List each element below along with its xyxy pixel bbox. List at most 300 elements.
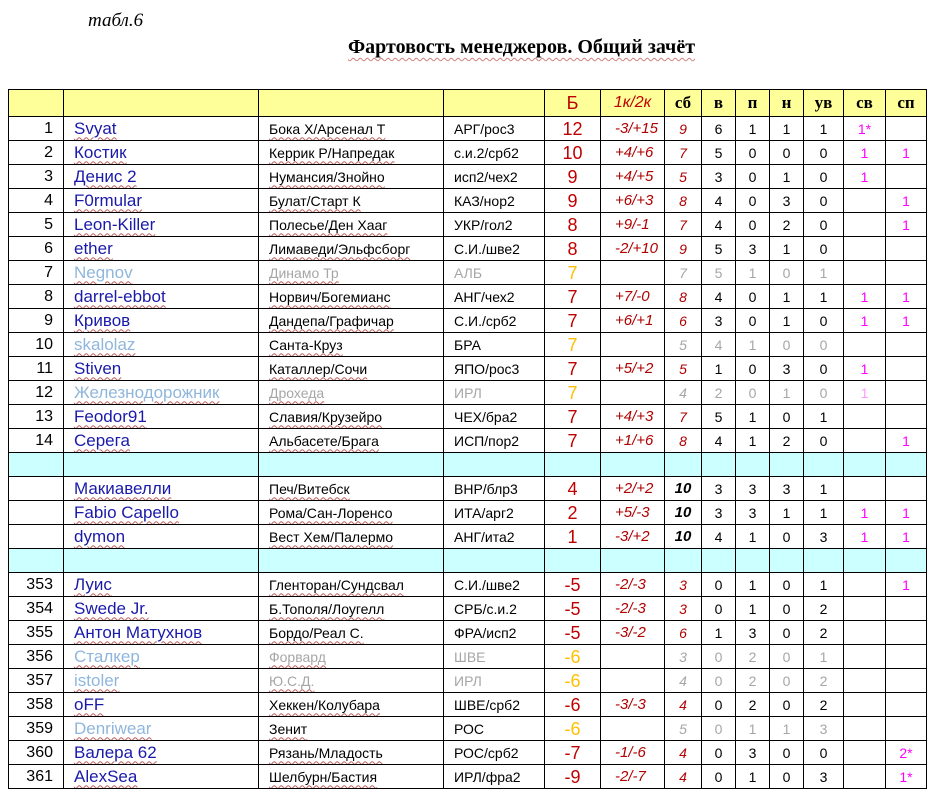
header-cell-n: н [770, 90, 804, 117]
cell-sv: 1 [844, 141, 886, 165]
cell-rank: 8 [9, 285, 64, 309]
cell-name [64, 285, 259, 309]
manager-name: istoler [74, 670, 120, 690]
cell-p: 3 [736, 621, 770, 645]
club-names: Булат/Старт К [269, 192, 361, 209]
cell-sp [886, 237, 927, 261]
cell-b: 10 [545, 141, 601, 165]
cell-clubs [259, 309, 444, 333]
cell-clubs [259, 693, 444, 717]
cell-clubs [259, 669, 444, 693]
club-names: Шелбурн/Бастия [269, 768, 378, 785]
cell-v: 0 [702, 597, 736, 621]
cell-name [64, 429, 259, 453]
cell-sp: 1 [886, 501, 927, 525]
cell-rank: 13 [9, 405, 64, 429]
separator-cell [545, 453, 601, 477]
cell-sb: 9 [665, 237, 702, 261]
cell-sv: 1 [844, 285, 886, 309]
cell-league: ШВЕ/срб2 [444, 693, 545, 717]
cell-b: 1 [545, 525, 601, 549]
cell-name [64, 237, 259, 261]
cell-p: 2 [736, 693, 770, 717]
cell-sp [886, 333, 927, 357]
cell-uv: 1 [804, 117, 844, 141]
club-names: Славия/Крузейро [269, 408, 383, 425]
cell-sv [844, 621, 886, 645]
table-row [9, 765, 927, 789]
header-row [9, 90, 927, 117]
manager-name: Денис 2 [74, 166, 137, 186]
manager-name: Макиавелли [74, 478, 172, 498]
cell-k: -3/-3 [601, 693, 665, 717]
cell-k: +2/+2 [601, 477, 665, 501]
cell-league: С.И./шве2 [444, 237, 545, 261]
cell-league: с.и.2/срб2 [444, 141, 545, 165]
cell-sp: 1 [886, 213, 927, 237]
cell-clubs [259, 333, 444, 357]
cell-rank: 353 [9, 573, 64, 597]
cell-rank: 3 [9, 165, 64, 189]
cell-n: 1 [770, 117, 804, 141]
cell-rank [9, 525, 64, 549]
manager-name: F0rmular [74, 190, 143, 210]
cell-clubs [259, 765, 444, 789]
cell-rank: 11 [9, 357, 64, 381]
cell-rank: 357 [9, 669, 64, 693]
cell-sv: 1 [844, 165, 886, 189]
cell-league: ИТА/арг2 [444, 501, 545, 525]
cell-p: 1 [736, 597, 770, 621]
separator-cell [886, 453, 927, 477]
cell-b: 7 [545, 357, 601, 381]
cell-clubs [259, 237, 444, 261]
cell-v: 1 [702, 357, 736, 381]
cell-v: 0 [702, 645, 736, 669]
cell-n: 0 [770, 333, 804, 357]
cell-k [601, 333, 665, 357]
cell-sb: 9 [665, 117, 702, 141]
cell-sb: 10 [665, 501, 702, 525]
cell-sp: 2* [886, 741, 927, 765]
cell-sb: 6 [665, 621, 702, 645]
cell-k: -2/+10 [601, 237, 665, 261]
cell-v: 4 [702, 189, 736, 213]
cell-uv: 0 [804, 741, 844, 765]
manager-name: Swede Jr. [74, 598, 149, 618]
club-names: Вест Хем/Палермо [269, 528, 394, 545]
cell-v: 3 [702, 309, 736, 333]
cell-name [64, 693, 259, 717]
cell-clubs [259, 525, 444, 549]
page-title-text: Фартовость менеджеров. Общий зачёт [348, 36, 696, 58]
cell-uv: 2 [804, 669, 844, 693]
cell-k [601, 645, 665, 669]
separator-cell [770, 453, 804, 477]
table-row [9, 309, 927, 333]
cell-sp: 1 [886, 285, 927, 309]
cell-sv [844, 741, 886, 765]
manager-name: Leon-Killer [74, 214, 156, 234]
cell-uv: 0 [804, 309, 844, 333]
cell-n: 0 [770, 573, 804, 597]
cell-v: 0 [702, 717, 736, 741]
club-names: Зенит [269, 720, 308, 737]
table-row [9, 525, 927, 549]
page-title [348, 36, 695, 59]
cell-k: +9/-1 [601, 213, 665, 237]
table-row [9, 621, 927, 645]
cell-b: 9 [545, 165, 601, 189]
cell-clubs [259, 189, 444, 213]
manager-name: Костик [74, 142, 127, 162]
table-row [9, 237, 927, 261]
separator-cell [770, 549, 804, 573]
cell-sb: 8 [665, 285, 702, 309]
cell-n: 1 [770, 501, 804, 525]
cell-sv [844, 429, 886, 453]
club-names: Бока Х/Арсенал Т [269, 120, 386, 137]
table-row [9, 165, 927, 189]
cell-rank: 6 [9, 237, 64, 261]
separator-cell [736, 453, 770, 477]
club-names: Альбасете/Брага [269, 432, 379, 449]
cell-sb: 6 [665, 309, 702, 333]
cell-clubs [259, 717, 444, 741]
table-row [9, 381, 927, 405]
cell-rank: 9 [9, 309, 64, 333]
cell-clubs [259, 405, 444, 429]
cell-b: 7 [545, 381, 601, 405]
cell-p: 0 [736, 285, 770, 309]
cell-uv: 1 [804, 501, 844, 525]
cell-sb: 3 [665, 573, 702, 597]
separator-cell [64, 549, 259, 573]
cell-sp [886, 405, 927, 429]
cell-n: 1 [770, 309, 804, 333]
cell-league: ИРЛ [444, 669, 545, 693]
cell-clubs [259, 381, 444, 405]
club-names: Лимаведи/Эльфсборг [269, 240, 411, 257]
cell-sv [844, 645, 886, 669]
cell-sv [844, 669, 886, 693]
cell-rank: 5 [9, 213, 64, 237]
cell-sb: 5 [665, 165, 702, 189]
cell-sp [886, 645, 927, 669]
cell-sv [844, 477, 886, 501]
cell-n: 1 [770, 717, 804, 741]
cell-k: -3/+15 [601, 117, 665, 141]
cell-uv: 0 [804, 333, 844, 357]
cell-league: РОС/срб2 [444, 741, 545, 765]
manager-name: dymon [74, 526, 126, 546]
cell-league: ВНР/блр3 [444, 477, 545, 501]
cell-name [64, 189, 259, 213]
cell-k: +7/-0 [601, 285, 665, 309]
cell-name [64, 501, 259, 525]
cell-v: 3 [702, 165, 736, 189]
cell-league: ФРА/исп2 [444, 621, 545, 645]
cell-sv [844, 765, 886, 789]
club-names: Рязань/Младость [269, 744, 383, 761]
cell-k [601, 669, 665, 693]
cell-v: 6 [702, 117, 736, 141]
table-row [9, 669, 927, 693]
cell-sb: 3 [665, 645, 702, 669]
separator-cell [702, 549, 736, 573]
manager-name: skalolaz [74, 334, 136, 354]
separator-cell [64, 453, 259, 477]
cell-uv: 1 [804, 285, 844, 309]
cell-uv: 2 [804, 621, 844, 645]
cell-p: 0 [736, 165, 770, 189]
cell-league: ЧЕХ/бра2 [444, 405, 545, 429]
cell-clubs [259, 261, 444, 285]
cell-sb: 4 [665, 669, 702, 693]
cell-b: 7 [545, 333, 601, 357]
cell-p: 0 [736, 141, 770, 165]
cell-sb: 4 [665, 693, 702, 717]
cell-clubs [259, 285, 444, 309]
cell-p: 0 [736, 381, 770, 405]
club-names: Полесье/Ден Хааг [269, 216, 388, 233]
cell-p: 0 [736, 189, 770, 213]
cell-sv [844, 573, 886, 597]
cell-clubs [259, 357, 444, 381]
cell-k: +5/+2 [601, 357, 665, 381]
cell-p: 1 [736, 717, 770, 741]
table-row [9, 477, 927, 501]
cell-league: ШВЕ [444, 645, 545, 669]
cell-n: 0 [770, 693, 804, 717]
manager-name: Svyat [74, 118, 117, 138]
cell-uv: 0 [804, 381, 844, 405]
cell-name [64, 621, 259, 645]
cell-clubs [259, 165, 444, 189]
header-cell-name [64, 90, 259, 117]
cell-rank: 2 [9, 141, 64, 165]
cell-b: 4 [545, 477, 601, 501]
cell-b: -9 [545, 765, 601, 789]
cell-v: 4 [702, 333, 736, 357]
cell-n: 0 [770, 405, 804, 429]
manager-name: Denriwear [74, 718, 152, 738]
cell-uv: 0 [804, 357, 844, 381]
cell-sb: 10 [665, 477, 702, 501]
cell-v: 5 [702, 237, 736, 261]
cell-p: 2 [736, 669, 770, 693]
cell-clubs [259, 213, 444, 237]
manager-name: Fabio Capello [74, 502, 179, 522]
separator-row [9, 453, 927, 477]
separator-cell [844, 453, 886, 477]
cell-sv: 1 [844, 309, 886, 333]
header-cell-p: п [736, 90, 770, 117]
club-names: Динамо Тр [269, 264, 339, 281]
manager-name: Луис [74, 574, 112, 594]
cell-name [64, 381, 259, 405]
cell-n: 2 [770, 429, 804, 453]
cell-clubs [259, 501, 444, 525]
cell-k [601, 381, 665, 405]
manager-name: Антон Матухнов [74, 622, 203, 642]
cell-sp [886, 117, 927, 141]
club-names: Санта-Круз [269, 336, 343, 353]
cell-p: 1 [736, 525, 770, 549]
cell-name [64, 333, 259, 357]
cell-b: 8 [545, 237, 601, 261]
cell-uv: 1 [804, 573, 844, 597]
cell-uv: 0 [804, 189, 844, 213]
manager-name: Negnov [74, 262, 133, 282]
cell-uv: 0 [804, 213, 844, 237]
cell-k: -2/-3 [601, 597, 665, 621]
cell-clubs [259, 477, 444, 501]
cell-k: +4/+6 [601, 141, 665, 165]
cell-b: 7 [545, 405, 601, 429]
manager-name: Валера 62 [74, 742, 157, 762]
cell-p: 1 [736, 261, 770, 285]
cell-sb: 5 [665, 357, 702, 381]
cell-sb: 5 [665, 333, 702, 357]
cell-league: РОС [444, 717, 545, 741]
cell-sv: 1 [844, 501, 886, 525]
cell-name [64, 117, 259, 141]
cell-v: 5 [702, 261, 736, 285]
cell-n: 0 [770, 141, 804, 165]
table-row [9, 213, 927, 237]
cell-rank [9, 501, 64, 525]
cell-v: 4 [702, 213, 736, 237]
table-row [9, 261, 927, 285]
cell-p: 1 [736, 429, 770, 453]
separator-cell [702, 453, 736, 477]
table-row [9, 429, 927, 453]
cell-sv [844, 693, 886, 717]
cell-v: 1 [702, 621, 736, 645]
manager-name: darrel-ebbot [74, 286, 166, 306]
cell-uv: 1 [804, 477, 844, 501]
cell-k: -3/-2 [601, 621, 665, 645]
cell-k: -2/-7 [601, 765, 665, 789]
cell-uv: 1 [804, 405, 844, 429]
header-cell-league [444, 90, 545, 117]
cell-b: 7 [545, 429, 601, 453]
cell-b: -7 [545, 741, 601, 765]
cell-rank: 7 [9, 261, 64, 285]
cell-rank [9, 477, 64, 501]
header-cell-sb: сб [665, 90, 702, 117]
cell-rank: 356 [9, 645, 64, 669]
table-body [9, 90, 927, 789]
cell-name [64, 573, 259, 597]
cell-sb: 4 [665, 765, 702, 789]
cell-n: 1 [770, 285, 804, 309]
cell-n: 0 [770, 621, 804, 645]
table-row [9, 597, 927, 621]
cell-clubs [259, 429, 444, 453]
cell-v: 4 [702, 285, 736, 309]
cell-n: 0 [770, 597, 804, 621]
table-row [9, 189, 927, 213]
separator-cell [601, 549, 665, 573]
cell-sb: 4 [665, 741, 702, 765]
header-cell-rank [9, 90, 64, 117]
cell-league: С.И./срб2 [444, 309, 545, 333]
cell-sb: 7 [665, 261, 702, 285]
table-row [9, 501, 927, 525]
separator-cell [259, 453, 444, 477]
table-row [9, 405, 927, 429]
cell-clubs [259, 117, 444, 141]
cell-name [64, 765, 259, 789]
cell-b: -5 [545, 621, 601, 645]
separator-cell [665, 453, 702, 477]
table-row [9, 693, 927, 717]
cell-sp [886, 621, 927, 645]
cell-b: 7 [545, 261, 601, 285]
separator-cell [804, 453, 844, 477]
cell-uv: 1 [804, 645, 844, 669]
cell-sp [886, 669, 927, 693]
club-names: Дандепа/Графичар [269, 312, 394, 329]
cell-k [601, 261, 665, 285]
cell-sv [844, 717, 886, 741]
cell-n: 3 [770, 477, 804, 501]
cell-b: 9 [545, 189, 601, 213]
manager-name: Железнодорожник [74, 382, 220, 402]
cell-n: 0 [770, 765, 804, 789]
cell-uv: 3 [804, 765, 844, 789]
cell-n: 0 [770, 261, 804, 285]
cell-rank: 360 [9, 741, 64, 765]
separator-cell [886, 549, 927, 573]
cell-rank: 1 [9, 117, 64, 141]
table-row [9, 117, 927, 141]
manager-name: Feodor91 [74, 406, 147, 426]
cell-sv [844, 261, 886, 285]
cell-rank: 359 [9, 717, 64, 741]
cell-p: 3 [736, 237, 770, 261]
club-names: Керрик Р/Напредак [269, 144, 395, 161]
cell-clubs [259, 645, 444, 669]
header-cell-v: в [702, 90, 736, 117]
cell-b: -6 [545, 717, 601, 741]
cell-league: ИСП/пор2 [444, 429, 545, 453]
separator-cell [259, 549, 444, 573]
manager-name: Stiven [74, 358, 122, 378]
cell-uv: 2 [804, 597, 844, 621]
cell-sp: 1 [886, 141, 927, 165]
cell-sp: 1* [886, 765, 927, 789]
cell-p: 3 [736, 477, 770, 501]
manager-name: Кривов [74, 310, 131, 330]
cell-league: ЯПО/рос3 [444, 357, 545, 381]
cell-k [601, 717, 665, 741]
cell-v: 5 [702, 141, 736, 165]
cell-name [64, 141, 259, 165]
club-names: Каталлер/Сочи [269, 360, 368, 377]
cell-sp: 1 [886, 309, 927, 333]
manager-name: oFF [74, 694, 105, 714]
cell-rank: 12 [9, 381, 64, 405]
cell-sb: 7 [665, 141, 702, 165]
cell-rank: 361 [9, 765, 64, 789]
cell-rank: 10 [9, 333, 64, 357]
cell-k: +5/-3 [601, 501, 665, 525]
cell-v: 0 [702, 669, 736, 693]
club-names: Норвич/Богемианс [269, 288, 391, 305]
